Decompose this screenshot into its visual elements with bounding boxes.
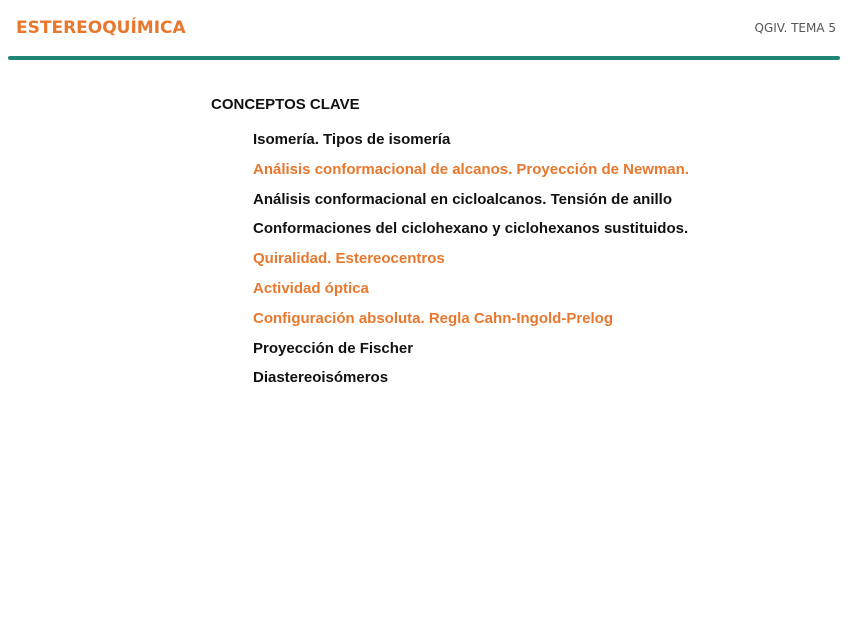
course-topic-label: QGIV. TEMA 5 <box>754 21 836 35</box>
header-divider <box>8 56 840 60</box>
concept-item: Análisis conformacional de alcanos. Proyección de Newman. <box>253 160 689 178</box>
concept-item: Diastereoisómeros <box>253 369 389 387</box>
concept-item: Actividad óptica <box>253 279 369 297</box>
concept-item: Isomería. Tipos de isomería <box>253 131 451 148</box>
slide-title: ESTEREOQUÍMICA <box>16 18 186 38</box>
concept-item: Conformaciones del ciclohexano y ciclohexanos sustituidos. <box>253 220 689 238</box>
concept-item: Análisis conformacional en cicloalcanos. Tensión de anillo <box>253 190 672 208</box>
concept-item: Proyección de Fischer <box>253 339 414 357</box>
key-concepts-heading: CONCEPTOS CLAVE <box>211 96 360 113</box>
key-concepts-list <box>253 125 689 393</box>
concept-item: Configuración absoluta. Regla Cahn-Ingold-Prelog <box>253 309 614 327</box>
concept-item: Quiralidad. Estereocentros <box>253 250 445 268</box>
